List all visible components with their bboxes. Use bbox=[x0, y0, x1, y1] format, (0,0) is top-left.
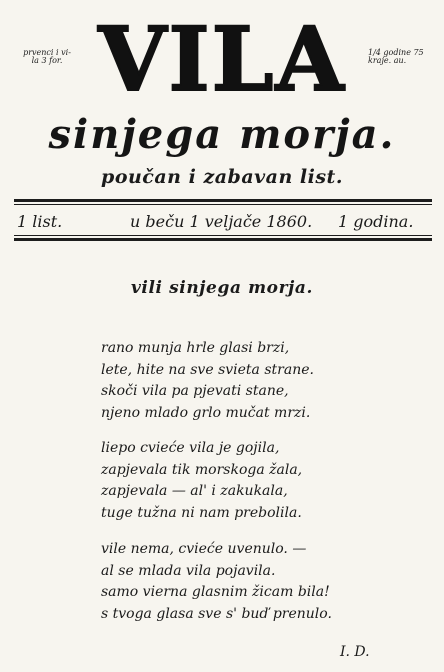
poem-stanza bbox=[101, 539, 332, 625]
masthead-subtitle-text: sinjega morja. bbox=[48, 111, 396, 158]
poem-line: zapjevala — al' i zakukala, bbox=[101, 483, 288, 499]
poem-line: tuge tužna ni nam prebolila. bbox=[101, 504, 302, 521]
issue-year: 1 godina. bbox=[338, 212, 414, 231]
poem-stanza bbox=[101, 338, 314, 424]
issue-number: 1 list. bbox=[17, 212, 63, 231]
poem-line: zapjevala tik morskoga žala, bbox=[101, 461, 303, 478]
masthead-subtitle bbox=[0, 104, 444, 160]
poem-line: rano munja hrle glasi brzi, bbox=[101, 340, 290, 356]
masthead-rule-thin bbox=[14, 204, 432, 205]
masthead-title-text: VILA bbox=[98, 12, 346, 108]
issue-rule bbox=[14, 238, 432, 241]
masthead-tagline: poučan i zabavan list. bbox=[101, 166, 343, 188]
subscription-note-right: 1/4 godine 75 kraje. au. bbox=[368, 48, 424, 65]
poem-title: vili sinjega morja. bbox=[130, 278, 314, 298]
poem-line: samo vierna glasnim žicam bila! bbox=[101, 584, 330, 600]
masthead-rule bbox=[14, 199, 432, 202]
poem-stanza bbox=[101, 438, 302, 524]
poem-line: skoči vila pa pjevati stane, bbox=[101, 383, 289, 399]
poem-line: vile nema, cvieće uvenulo. — bbox=[101, 541, 307, 557]
subscription-note-left: prvenci i vi- la 3 for. bbox=[23, 48, 71, 65]
poem-signature: I. D. bbox=[340, 644, 370, 660]
issue-date: u beču 1 veljače 1860. bbox=[130, 212, 313, 231]
poem-line: lete, hite na sve svieta strane. bbox=[101, 361, 314, 378]
poem-line: liepo cvieće vila je gojila, bbox=[101, 440, 280, 456]
issue-rule-thin bbox=[14, 235, 432, 236]
poem-line: al se mlada vila pojavila. bbox=[101, 562, 276, 579]
poem-line: s tvoga glasa sve s' buď prenulo. bbox=[101, 605, 332, 622]
poem-line: njeno mlado grlo mučat mrzi. bbox=[101, 404, 311, 421]
